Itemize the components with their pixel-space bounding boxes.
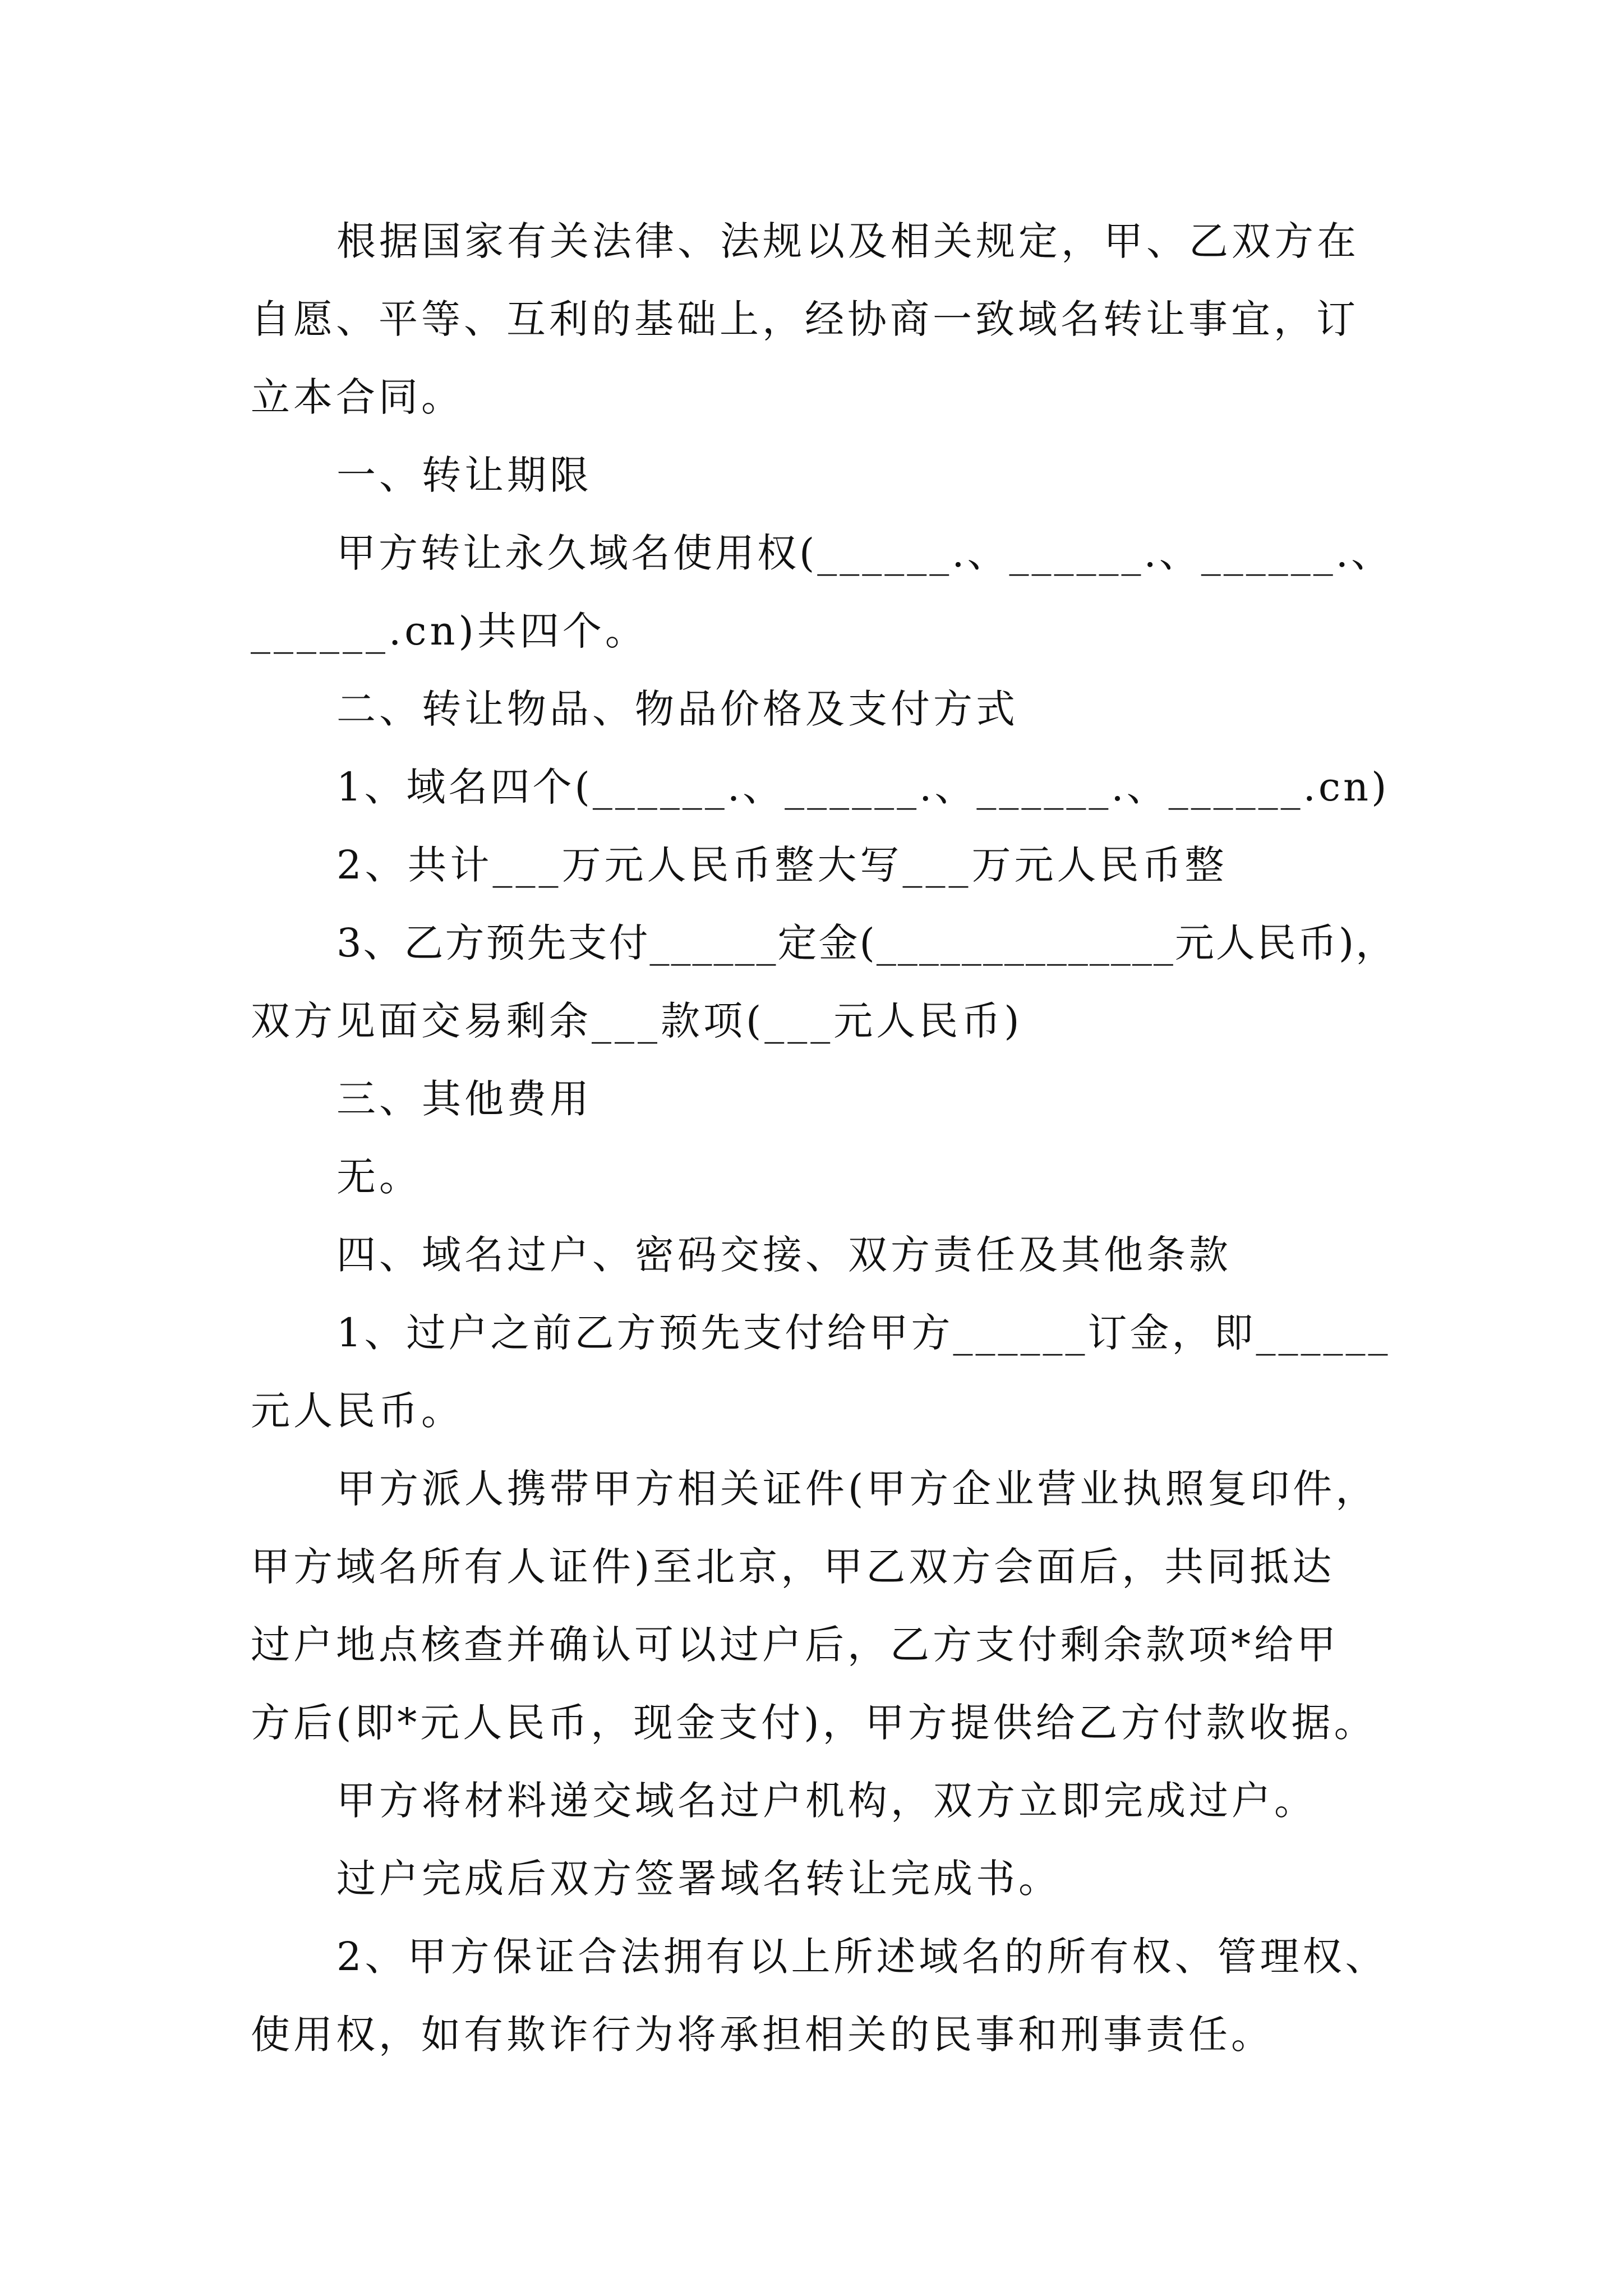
text-line: 自愿、平等、互利的基础上，经协商一致域名转让事宜，订 bbox=[251, 296, 1359, 342]
text-line: 1、域名四个(______.、______.、______.、______.cn) bbox=[336, 764, 1390, 810]
text-line: 2、共计___万元人民币整大写___万元人民币整 bbox=[336, 842, 1228, 888]
text-line: ______.cn)共四个。 bbox=[251, 608, 648, 654]
text-line: 双方见面交易剩余___款项(___元人民币) bbox=[251, 998, 1023, 1044]
text-line: 过户地点核查并确认可以过户后，乙方支付剩余款项*给甲 bbox=[251, 1622, 1339, 1668]
text-line: 立本合同。 bbox=[251, 374, 464, 420]
text-line: 甲方将材料递交域名过户机构，双方立即完成过户。 bbox=[336, 1778, 1317, 1824]
text-line: 2、甲方保证合法拥有以上所述域名的所有权、管理权、 bbox=[336, 1934, 1388, 1980]
text-line: 使用权，如有欺诈行为将承担相关的民事和刑事责任。 bbox=[251, 2012, 1274, 2058]
text-line: 1、过户之前乙方预先支付给甲方______订金，即______ bbox=[336, 1310, 1391, 1356]
section-heading: 一、转让期限 bbox=[336, 452, 592, 498]
text-line: 无。 bbox=[336, 1154, 422, 1200]
text-line: 3、乙方预先支付______定金(______________元人民币)， bbox=[336, 920, 1397, 966]
section-heading: 四、域名过户、密码交接、双方责任及其他条款 bbox=[336, 1232, 1232, 1278]
text-line: 过户完成后双方签署域名转让完成书。 bbox=[336, 1856, 1061, 1902]
text-line: 元人民币。 bbox=[251, 1388, 464, 1434]
text-line: 甲方转让永久域名使用权(______.、______.、______.、 bbox=[336, 530, 1394, 576]
text-line: 甲方派人携带甲方相关证件(甲方企业营业执照复印件， bbox=[336, 1466, 1378, 1512]
text-line: 根据国家有关法律、法规以及相关规定，甲、乙双方在 bbox=[336, 218, 1359, 264]
text-line: 方后(即*元人民币，现金支付)，甲方提供给乙方付款收据。 bbox=[251, 1700, 1377, 1746]
text-line: 甲方域名所有人证件)至北京，甲乙双方会面后，共同抵达 bbox=[251, 1544, 1335, 1590]
section-heading: 二、转让物品、物品价格及支付方式 bbox=[336, 686, 1018, 732]
section-heading: 三、其他费用 bbox=[336, 1076, 592, 1122]
